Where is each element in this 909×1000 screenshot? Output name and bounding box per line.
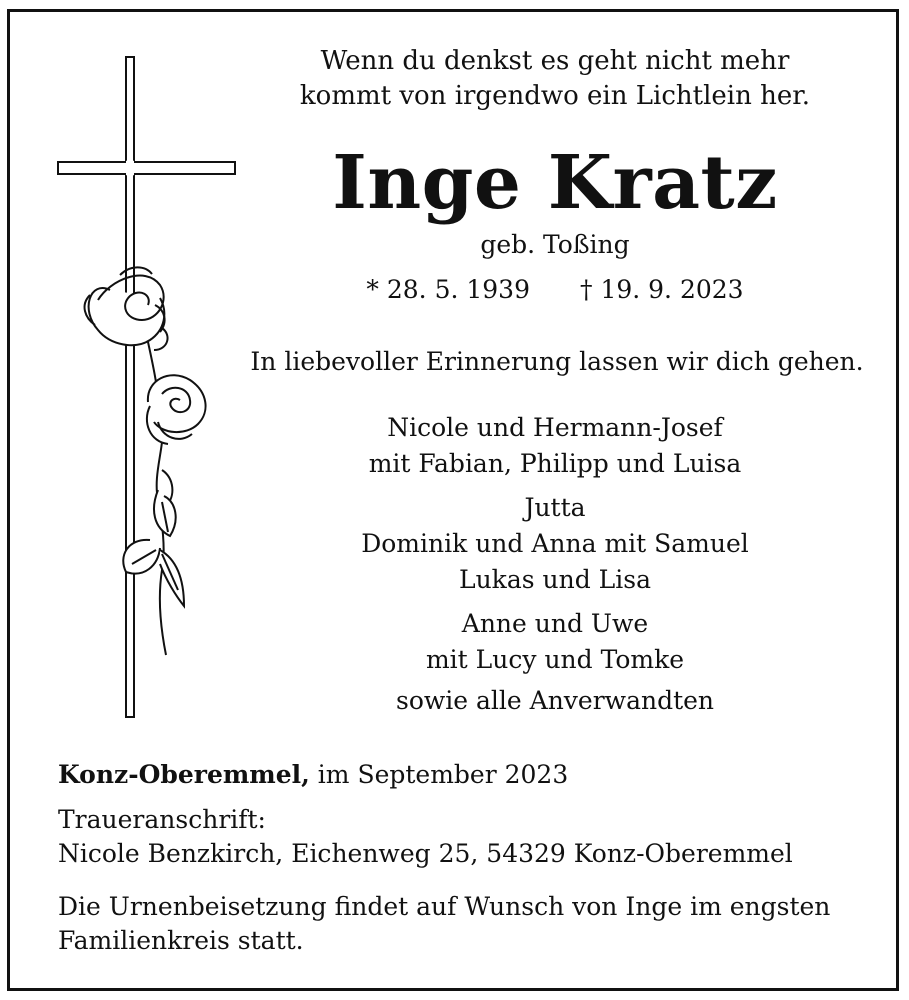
mourner-line: Anne und Uwe: [461, 609, 649, 638]
mourner-group: [230, 490, 880, 598]
motto-line: Wenn du denkst es geht nicht mehr: [320, 46, 790, 76]
rose-icon: [85, 267, 206, 655]
place-town: Konz-Oberemmel,: [58, 760, 310, 789]
mourner-line: mit Lucy und Tomke: [425, 645, 685, 674]
mourner-line: mit Fabian, Philipp und Luisa: [368, 449, 742, 478]
death-date: † 19. 9. 2023: [580, 275, 744, 304]
birth-date: * 28. 5. 1939: [366, 275, 530, 304]
remembrance-text: In liebevoller Erinnerung lassen wir dich gehen.: [250, 347, 864, 376]
cross-icon: [58, 57, 235, 717]
mourner-group: [230, 606, 880, 678]
address-line: Nicole Benzkirch, Eichenweg 25, 54329 Konz-Oberemmel: [58, 839, 793, 868]
mourner-line: Lukas und Lisa: [458, 565, 652, 594]
burial-note: [58, 890, 878, 958]
note-line: Familienkreis statt.: [58, 926, 304, 955]
address-label: Traueranschrift:: [58, 805, 266, 834]
place-date: im September 2023: [309, 760, 569, 789]
note-line: Die Urnenbeisetzung findet auf Wunsch von Inge im engsten: [58, 892, 831, 921]
place-and-date: [58, 758, 878, 792]
life-dates: [230, 273, 880, 307]
mourners-list: [230, 410, 880, 686]
mourner-group: [230, 410, 880, 482]
mourner-line: Jutta: [524, 493, 586, 522]
mourner-line: Nicole und Hermann-Josef: [387, 413, 723, 442]
relatives-line: sowie alle Anverwandten: [395, 686, 715, 715]
deceased-name: Inge Kratz: [332, 140, 778, 226]
mourning-address: [58, 803, 878, 871]
cross-with-roses: [50, 50, 240, 730]
motto-line: kommt von irgendwo ein Lichtlein her.: [299, 81, 811, 111]
motto: [230, 44, 880, 114]
mourner-line: Dominik und Anna mit Samuel: [361, 529, 749, 558]
born-name: geb. Toßing: [480, 230, 630, 259]
